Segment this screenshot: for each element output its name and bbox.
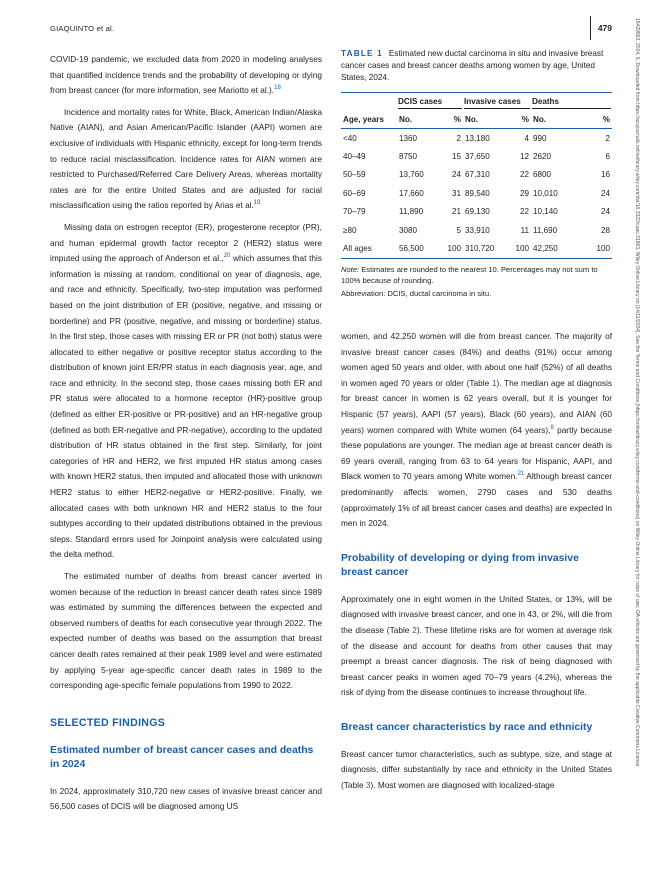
paragraph-imputation	[50, 220, 322, 563]
table-cell: 6800	[533, 170, 552, 180]
table-row	[341, 221, 612, 239]
paragraph-text: women, and 42,250 women will die from breast cancer. The majority of invasive breast cancer cases (84%) and deaths (91%) occur among women aged 50 years and older, with about one half (52%) of all deaths in women aged 70 years or older (Table	[341, 331, 612, 388]
running-header-authors: GIAQUINTO et al.	[50, 24, 115, 33]
paragraph-estimates: In 2024, approximately 310,720 new cases of invasive breast cancer and 56,500 cases of DCIS will be diagnosed among US	[50, 785, 322, 812]
table-cell: 10,140	[533, 207, 558, 217]
table-group-header-blank	[341, 93, 397, 113]
table-cell: 12	[519, 152, 529, 162]
table-row-header: ≥80	[343, 225, 357, 235]
table-cell: 28	[600, 225, 610, 235]
table-cell: 17,660	[399, 188, 424, 198]
table-link[interactable]: 1	[491, 377, 497, 388]
table-note-label: Note:	[341, 264, 360, 274]
table-column-header: No.	[531, 112, 579, 129]
paragraph-text: Approximately one in eight women in the United States, or 13%, will be diagnosed with invasive breast cancer, and one in 43, or 2%, will die from the disease (Table	[341, 593, 612, 635]
table-1	[341, 92, 612, 259]
table-row-header: All ages	[341, 239, 397, 258]
table-cell: 56,500	[397, 239, 437, 258]
table-row	[341, 239, 612, 258]
table-cell: 5	[456, 225, 461, 235]
paragraph-text: ). These lifetime risks are for women at average risk of the disease and account for deaths from other causes that may preempt a breast cancer diagnosis. The risk of being diagnosed with breast cancer peaks in women aged 70–79 years (4.2%), whereas the risk of dying from the disease continues to increase throughout life.	[341, 624, 612, 698]
table-cell: 4	[524, 133, 529, 143]
table-cell: 11,690	[533, 225, 558, 235]
paragraph-tumor-characteristics	[341, 747, 612, 794]
right-column	[341, 329, 612, 800]
table-cell: 67,310	[465, 170, 490, 180]
left-column	[50, 52, 322, 821]
table-cell: 24	[451, 170, 461, 180]
table-cell: 2	[605, 133, 610, 143]
table-cell: 11	[520, 225, 529, 235]
table-column-header: Age, years	[341, 112, 397, 129]
table-cell: 22	[519, 207, 529, 217]
table-column-header: No.	[463, 112, 507, 129]
citation-link[interactable]: 18	[274, 85, 281, 92]
citation-link[interactable]: 19	[253, 200, 261, 207]
table-label: TABLE 1	[341, 49, 383, 58]
table-cell: 3080	[399, 225, 418, 235]
table-link[interactable]: 3	[365, 780, 371, 791]
paragraph-text: partly because these populations are younger. The median age at breast cancer death is 69 years overall, ranging from 63 to 64 years for Hispanic, AAPI, and Black women to 70 years among White women.	[341, 424, 612, 482]
table-row	[341, 166, 612, 184]
download-notice-sidebar: 15429863, 2024, 6, Downloaded from https://acsjournals.onlinelibrary.wiley.com/doi/10.3322/caac.21863, Wiley Online Library on [14/11/2024]. See the Terms and Conditions (https://onlinelibrary.wiley.com/terms-and-conditions) on Wiley Online Library for rules of use; OA articles are governed by the applicable Creative Commons License	[634, 18, 640, 767]
paragraph-text: which assumes that this information is missing at random, conditional on year of diagnosis, age, and race and ethnicity. Specifically, two-step imputation was performed based on the joint distribution of ER (positive, negative, and missing or borderline) and PR (positive, negative, and missing or borderline) status. In the first step, those cases with missing ER or PR (not both) status were allocated to either negative or positive receptor status according to the distribution of known joint ER/PR status in each diagnosis year, age, and race and ethnicity. In the second step, those cases missing both ER and PR status were allocated to a hormone receptor (HR)-positive group (defined as either ER-positive or PR-positive) and an HR-negative group (defined as both ER-negative and PR-negative), according to the updated distribution of HR status obtained in the first step. Similarly, for joint categories of HR and HER2, we first imputed HR status among cases with known HER2 status, then imputed and allocated those with unknown HER2 status to either HER2-negative or HER2-positive. Finally, we allocated cases with both unknown HR and HER2 status to the four subtypes according to their updated distributions obtained in the previous steps. Standard errors used for Joinpoint analysis were calculated using the delta method.	[50, 253, 322, 560]
table-cell: 89,540	[465, 188, 490, 198]
citation-link[interactable]: 21	[517, 471, 525, 478]
paragraph-deaths-averted: The estimated number of deaths from breast cancer averted in women because of the reduction in breast cancer death rates since 1989 was estimated by summing the differences between the expected and observed numbers of deaths for each consecutive year through 2022. The expected number of deaths was based on the assumption that breast cancer death rates remained at their peak 1989 level and were estimated by applying 5-year age-specific cancer death rates in 1989 to the corresponding age-specific female populations from 1990 to 2022.	[50, 571, 322, 691]
table-cell: 990	[533, 133, 547, 143]
table-cell: 100	[437, 239, 463, 258]
citation-link[interactable]: 20	[223, 253, 231, 260]
paragraph-text: Breast cancer tumor characteristics, such as subtype, size, and stage at diagnosis, differ substantially by race and ethnicity in the United States (Table	[341, 748, 612, 791]
paragraph-text: COVID-19 pandemic, we excluded data from 2020 in modeling analyses that quantified incidence trends and the probability of developing or dying from breast cancer (for more information, see Mariotto et al.).	[50, 54, 322, 96]
page-number: 479	[597, 23, 612, 33]
table-group-header: Invasive cases	[463, 93, 531, 113]
table-caption-text: Estimated new ductal carcinoma in situ and invasive breast cancer cases and breast cancer deaths among women by age, United States, 2024.	[341, 49, 604, 82]
table-cell: 21	[451, 207, 461, 217]
table-cell: 6	[605, 152, 610, 162]
subsection-heading: Estimated number of breast cancer cases and deaths in 2024	[50, 744, 314, 770]
table-1-block	[341, 48, 612, 300]
table-cell: 37,650	[465, 152, 490, 162]
table-cell: 24	[600, 188, 610, 198]
table-row-header: 60–69	[343, 188, 366, 198]
paragraph-race-rates	[50, 105, 322, 214]
table-cell: 11,890	[399, 207, 424, 217]
paragraph-text: Although breast cancer predominantly affects women, 2790 cases and 530 deaths (approximately 1% of all breast cancer cases and deaths) are expected in men in 2024.	[341, 471, 612, 529]
table-row	[341, 203, 612, 221]
table-cell: 100	[507, 239, 531, 258]
table-cell: 16	[600, 170, 610, 180]
table-cell: 42,250	[531, 239, 579, 258]
table-cell: 13,760	[399, 170, 424, 180]
table-column-header: No.	[397, 112, 437, 129]
table-row-header: 70–79	[343, 207, 366, 217]
table-link[interactable]: 2	[412, 624, 417, 635]
paragraph-text: Missing data on estrogen receptor (ER), progesterone receptor (PR), and human epidermal growth factor receptor 2 (HER2) status were imputed using the approach of Anderson et al.,	[50, 221, 322, 264]
paragraph-covid	[50, 52, 322, 99]
table-cell: 310,720	[463, 239, 507, 258]
table-cell: 69,130	[465, 207, 490, 217]
table-cell: 29	[519, 188, 529, 198]
table-cell: 100	[579, 239, 612, 258]
table-note	[341, 264, 612, 287]
table-cell: 2620	[533, 152, 552, 162]
table-column-header: %	[437, 112, 463, 129]
table-cell: 33,910	[465, 225, 490, 235]
subsection-heading-characteristics: Breast cancer characteristics by race and ethnicity	[341, 721, 593, 733]
table-row	[341, 129, 612, 148]
paragraph-text: ). Most women are diagnosed with localized-stage	[370, 780, 555, 791]
table-cell: 22	[519, 170, 529, 180]
header-divider	[590, 16, 591, 40]
table-column-header: %	[507, 112, 531, 129]
table-group-header: Deaths	[531, 93, 612, 113]
table-cell: 10,010	[533, 188, 558, 198]
table-row-header: <40	[343, 133, 357, 143]
paragraph-lifetime-risk	[341, 592, 612, 701]
table-cell: 1360	[399, 133, 418, 143]
table-caption	[341, 48, 612, 84]
table-cell: 31	[451, 188, 461, 198]
paragraph-text: Incidence and mortality rates for White, Black, American Indian/Alaska Native (AIAN), and Asian American/Pacific Islander (AAPI) women are exclusive of individuals with Hispanic ethnicity, except for long-term trends to reduce racial misclassification. Incidence rates for AIAN women are restricted to Purchased/Referred Care Delivery Areas, whereas mortality rates are for the entire United States and are adjusted for racial misclassification using the ratios reported by Arias et al.	[50, 106, 322, 211]
paragraph-text: ). The median age at diagnosis for breast cancer in women is 62 years overall, but it is younger for Hispanic (57 years), AAPI (57 years), Black (60 years), and AIAN (60 years) women compared with White women (64 years),	[341, 377, 612, 435]
table-abbreviation: Abbreviation: DCIS, ductal carcinoma in situ.	[341, 288, 492, 298]
table-cell: 15	[451, 152, 461, 162]
table-cell: 8750	[399, 152, 418, 162]
subsection-heading-probability: Probability of developing or dying from invasive breast cancer	[341, 552, 579, 578]
table-cell: 24	[600, 207, 610, 217]
table-note-text: Estimates are rounded to the nearest 10. Percentages may not sum to 100% because of rounding.	[341, 264, 598, 286]
table-cell: 2	[456, 133, 461, 143]
table-row-header: 40–49	[343, 152, 366, 162]
table-row	[341, 184, 612, 202]
paragraph-age-distribution	[341, 329, 612, 532]
table-row-header: 50–59	[343, 170, 366, 180]
citation-link[interactable]: 8	[550, 424, 554, 431]
section-heading: SELECTED FINDINGS	[50, 716, 166, 729]
table-column-header: %	[579, 112, 612, 129]
table-row	[341, 147, 612, 165]
table-group-header: DCIS cases	[397, 93, 463, 113]
table-cell: 13,180	[465, 133, 490, 143]
